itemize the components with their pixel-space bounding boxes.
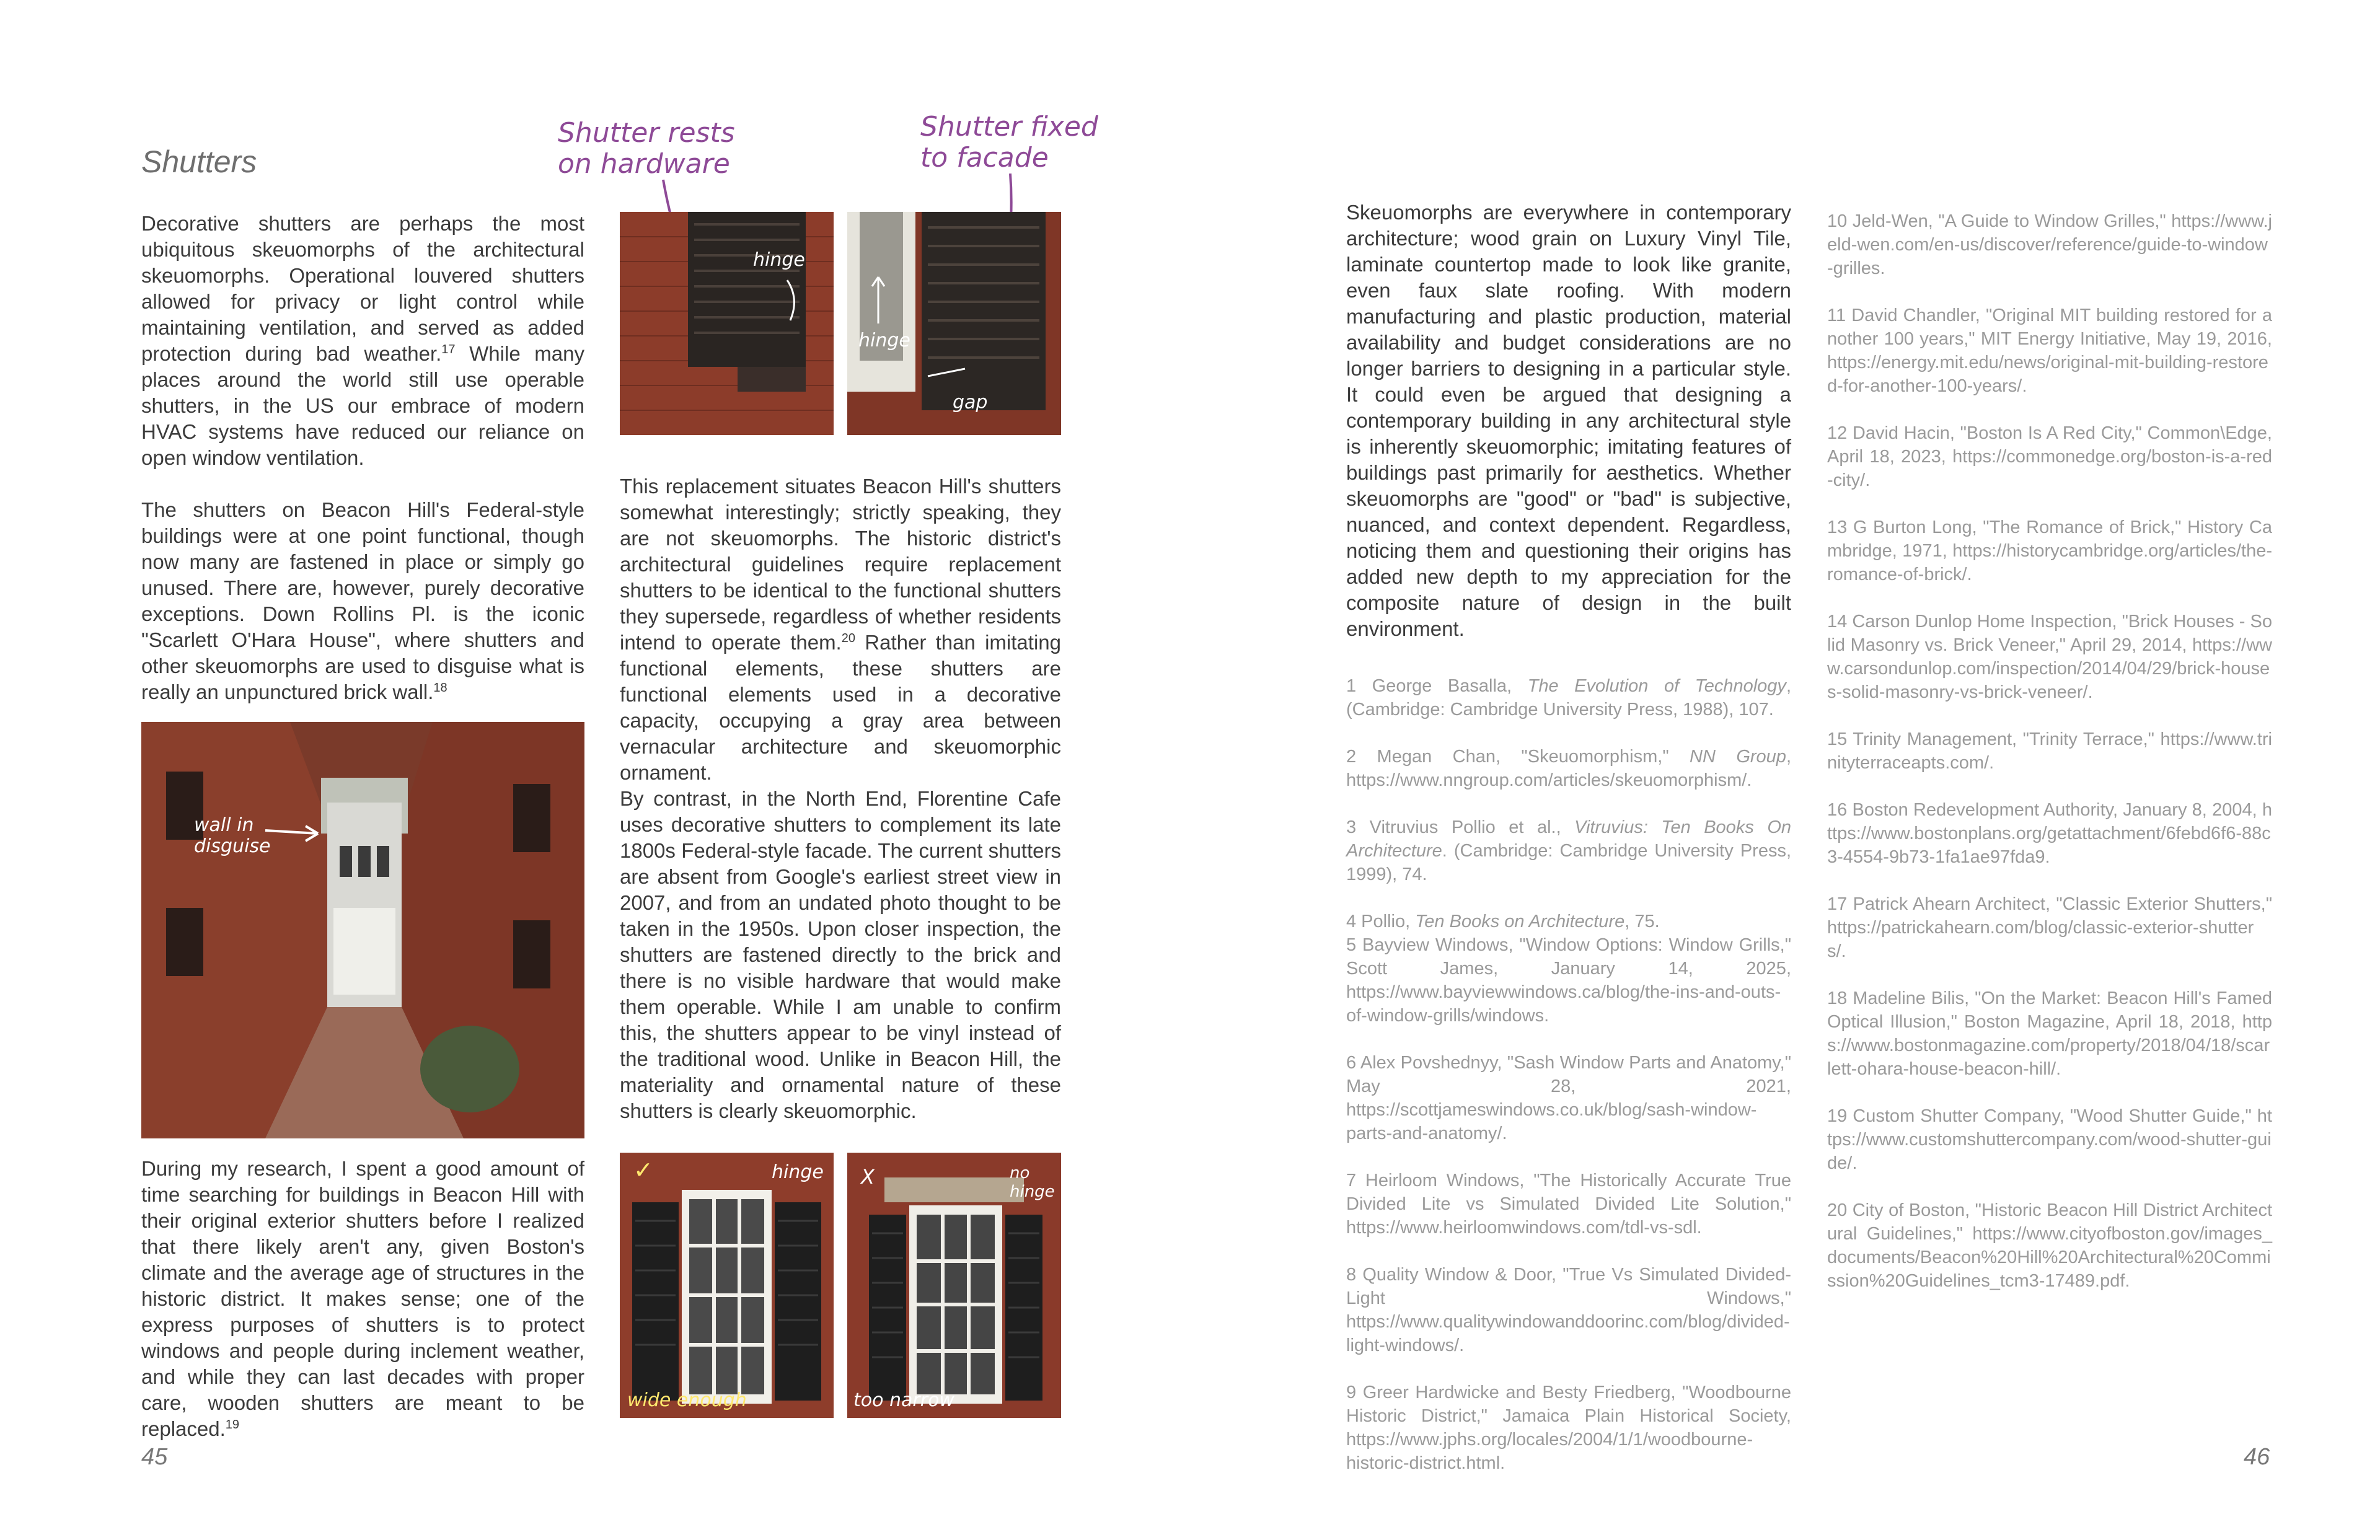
footnote-3: 3 Vitruvius Pollio et al., Vitruvius: Ten Books On Architecture. (Cambridge: Cambridge University Press, 1999), 74. (1346, 817, 1792, 884)
paragraph-4: This replacement situates Beacon Hill's shutters somewhat interestingly; strictly speaking, they are not skeuomorphs. The historic district's architectural guidelines require replacement shutters to be identical to the functional shutters they supersede, regardless of whether residents intend to operate them.$^{20}$ Rather than imitating functional elements, these shutters are functional elements used in a decorative capacity, occupying a gray area between vernacular architecture and skeuomorphic ornament. (620, 475, 1061, 784)
footnote-2: 2 Megan Chan, "Skeuomorphism," NN Group, https://www.nngroup.com/articles/skeuomorphism/. (1346, 747, 1791, 790)
footnote-13: 13 G Burton Long, "The Romance of Brick," History Cambridge, 1971, https://historycambridge.org/articles/the-romance-of-brick/. (1827, 517, 2272, 584)
label-no-hinge: no hinge (1010, 1164, 1055, 1201)
footnotes-column-2 (1827, 209, 2272, 1316)
footnote-16: 16 Boston Redevelopment Authority, January 8, 2004, https://www.bostonplans.org/getattachment/6febd6f6-88c3-4554-9b73-1fa1ae97fda9. (1827, 800, 2272, 867)
paragraph-2: The shutters on Beacon Hill's Federal-style buildings were at one point functional, though now many are fastened in place or simply go unused. There are, however, purely decorative exceptions. Down Rollins Pl. is the iconic "Scarlett O'Hara House", where shutters and other skeuomorphs are used to disguise what is really an unpunctured brick wall.$^{18}$ (141, 498, 584, 703)
photo-shutter-hardware (620, 212, 834, 435)
label-wall-in-disguise: wall in disguise (194, 814, 271, 857)
footnote-7: 7 Heirloom Windows, "The Historically Accurate True Divided Lite vs Simulated Divided Lite Solution," https://www.heirloomwindows.com/tdl-vs-sdl. (1346, 1171, 1791, 1238)
photo-alley (141, 722, 584, 1138)
photo-window-wide-enough (620, 1153, 834, 1418)
photo-shutter-fixed (847, 212, 1061, 435)
footnote-8: 8 Quality Window & Door, "True Vs Simulated Divided-Light Windows," https://www.qualitywindowanddoorinc.com/blog/divided-light-windows/. (1346, 1265, 1791, 1355)
label-x: X (861, 1165, 875, 1189)
footnote-9: 9 Greer Hardwicke and Besty Friedberg, "Woodbourne Historic District," Jamaica Plain Historical Society, https://www.jphs.org/locales/2004/1/1/woodbourne-historic-district.html. (1346, 1383, 1791, 1473)
annotation-rests-on-hardware: Shutter rests on hardware (558, 117, 735, 180)
footnote-12: 12 David Hacin, "Boston Is A Red City," Common\Edge, April 18, 2023, https://commonedge.org/boston-is-a-red-city/. (1827, 423, 2272, 490)
label-hinge-2: hinge (858, 330, 910, 351)
footnotes-column-1 (1346, 674, 1791, 1498)
footnote-20: 20 City of Boston, "Historic Beacon Hill District Architectural Guidelines," https://www.cityofboston.gov/images_documents/Beacon%20Hill%20Architectural%20Commission%20Guidelines_tcm3-17489.pdf. (1827, 1200, 2272, 1291)
section-title: Shutters (141, 144, 257, 179)
label-wide-enough: wide enough (627, 1389, 747, 1411)
annotation-fixed-to-facade: Shutter fixed to facade (920, 111, 1098, 174)
footnote-15: 15 Trinity Management, "Trinity Terrace," https://www.trinityterraceapts.com/. (1827, 729, 2272, 773)
footnote-6: 6 Alex Povshednyy, "Sash Window Parts and Anatomy," May 28, 2021, https://scottjameswindows.co.uk/blog/sash-window-parts-and-anatomy/. (1346, 1053, 1791, 1143)
label-hinge-1: hinge (753, 249, 805, 271)
footnote-4: 4 Pollio, Ten Books on Architecture, 75. (1346, 912, 1660, 931)
footnote-14: 14 Carson Dunlop Home Inspection, "Brick Houses - Solid Masonry vs. Brick Veneer," April 29, 2014, https://www.carsondunlop.com/inspection/2014/04/29/brick-houses-solid-masonry-vs-brick-veneer/. (1827, 612, 2272, 702)
footnote-19: 19 Custom Shutter Company, "Wood Shutter Guide," https://www.customshuttercompany.com/wood-shutter-guide/. (1827, 1106, 2272, 1173)
photo-window-too-narrow (847, 1153, 1061, 1418)
page-number-right: 46 (2244, 1444, 2270, 1470)
right-paragraph-1: Skeuomorphs are everywhere in contemporary architecture; wood grain on Luxury Vinyl Tile, laminate countertop made to look like granite, even faux slate roofing. With modern manufacturing and plastic production, material availability and budget considerations are no longer barriers to designing in a particular style. It could even be argued that designing a contemporary building in any architectural style is inherently skeuomorphic; imitating features of buildings past primarily for aesthetics. Whether skeuomorphs are "good" or "bad" is subjective, nuanced, and context dependent. Regardless, noticing them and questioning their origins has added new depth to my appreciation for the composite nature of design in the built environment. (1346, 201, 1791, 640)
page-number-left: 45 (141, 1444, 168, 1470)
footnote-17: 17 Patrick Ahearn Architect, "Classic Exterior Shutters," https://patrickahearn.com/blog/classic-exterior-shutters/. (1827, 894, 2272, 961)
paragraph-1: Decorative shutters are perhaps the most ubiquitous skeuomorphs of the architectural skeuomorphs. Operational louvered shutters allowed for privacy or light control while maintaining ventilation, and served as added protection during bad weather.$^{17}$ While many places around the world still use operable shutters, in the US our embrace of modern HVAC systems have reduced our reliance on open window ventilation. (141, 212, 584, 469)
footnote-18: 18 Madeline Bilis, "On the Market: Beacon Hill's Famed Optical Illusion," Boston Magazine, April 18, 2018, https://www.bostonmagazine.com/property/2018/04/18/scarlett-ohara-house-beacon-hill/. (1827, 988, 2272, 1079)
footnote-11: 11 David Chandler, "Original MIT building restored for another 100 years," MIT Energy Initiative, May 19, 2016, https://energy.mit.edu/news/original-mit-building-restored-for-another-100-years/. (1827, 306, 2272, 396)
footnote-10: 10 Jeld-Wen, "A Guide to Window Grilles," https://www.jeld-wen.com/en-us/discover/reference/guide-to-window-grilles. (1827, 211, 2272, 278)
paragraph-5: By contrast, in the North End, Florentine Cafe uses decorative shutters to complement its late 1800s Federal-style facade. The current shutters are absent from Google's earliest street view in 2007, and from an undated photo thought to be taken in the 1950s. Upon closer inspection, the shutters are fastened directly to the brick and there is no visible hardware that would make them operable. While I am unable to confirm this, the shutters appear to be vinyl instead of the traditional wood. Unlike in Beacon Hill, the materiality and ornamental nature of these shutters is clearly skeuomorphic. (620, 787, 1061, 1122)
label-too-narrow: too narrow (853, 1389, 954, 1411)
label-hinge-3: hinge (772, 1161, 824, 1183)
label-gap: gap (953, 392, 988, 413)
paragraph-3: During my research, I spent a good amount of time searching for buildings in Beacon Hill with their original exterior shutters before I realized that there likely aren't any, given Boston's climate and the average age of structures in the historic district. It makes sense; one of the express purposes of shutters is to protect windows and people during inclement weather, and while they can last decades with proper care, wooden shutters are meant to be replaced.$^{19}$ (141, 1157, 584, 1440)
footnote-1: 1 George Basalla, The Evolution of Technology, (Cambridge: Cambridge University Press, 1988), 107. (1346, 676, 1791, 719)
footnote-5: 5 Bayview Windows, "Window Options: Window Grills," Scott James, January 14, 2025, https://www.bayviewwindows.ca/blog/the-ins-and-outs-of-window-grills/windows. (1346, 935, 1791, 1026)
label-check: ✓ (633, 1156, 653, 1184)
